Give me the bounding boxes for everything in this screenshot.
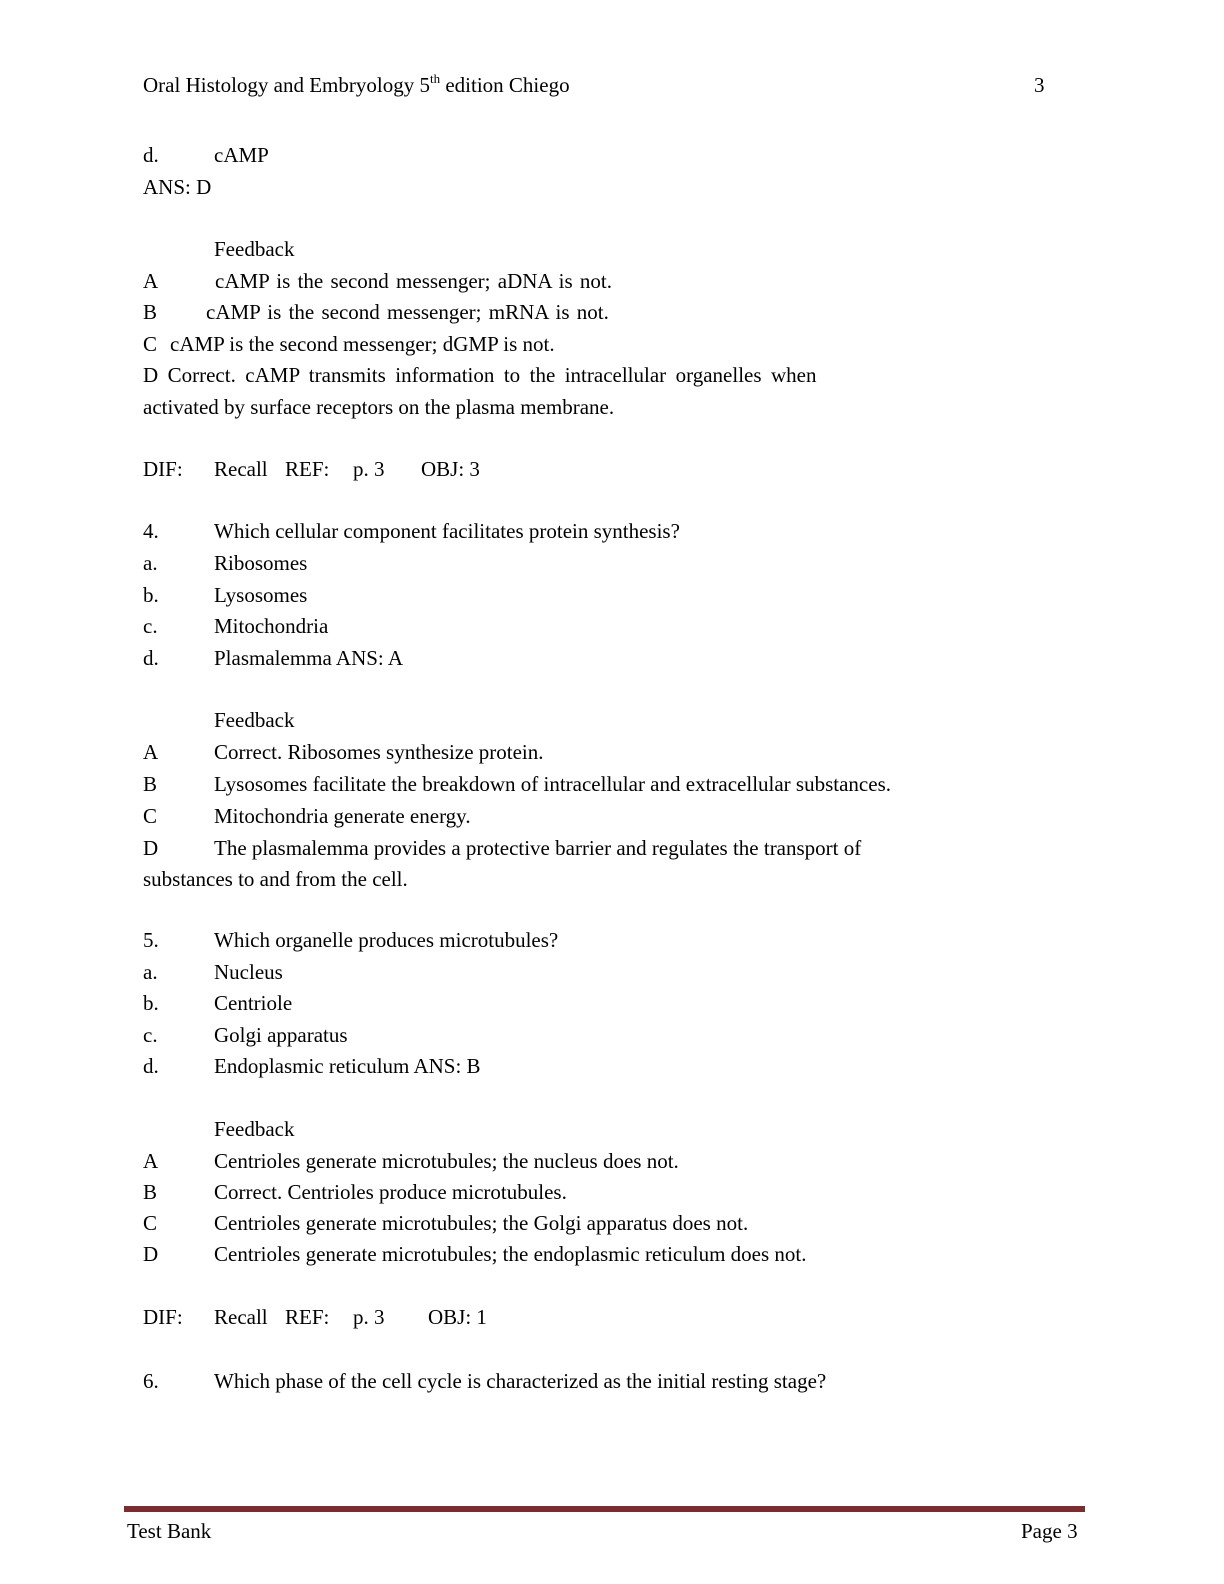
footer-page-number: Page 3 [1021,1519,1078,1543]
option-label: c. [143,1023,158,1047]
feedback-label: A [143,269,159,293]
feedback-heading: Feedback [214,708,295,732]
feedback-text: The plasmalemma provides a protective barrier and regulates the transport of [214,836,862,860]
feedback-text: Centrioles generate microtubules; the endoplasmic reticulum does not. [214,1242,807,1266]
feedback-label: A [143,740,159,764]
feedback-label: C [143,332,158,356]
option-text: Endoplasmic reticulum ANS: B [214,1054,481,1078]
feedback-text: Correct. Ribosomes synthesize protein. [214,740,544,764]
option-label: d. [143,646,159,670]
question-text: Which phase of the cell cycle is characterized as the initial resting stage? [214,1369,827,1393]
option-label: d. [143,143,159,167]
difficulty-value: Recall [214,1305,268,1329]
option-text: Golgi apparatus [214,1023,348,1047]
option-text: Mitochondria [214,614,329,638]
question-number: 5. [143,928,159,952]
feedback-text: D Correct. cAMP transmits information to the intracellular organelles when [143,363,817,387]
option-text: Plasmalemma ANS: A [214,646,403,670]
answer-key: ANS: D [143,175,212,199]
option-label: a. [143,551,158,575]
feedback-label: D [143,836,159,860]
feedback-label: C [143,1211,158,1235]
difficulty-value: Recall [214,457,268,481]
feedback-text: cAMP is the second messenger; aDNA is not. [215,269,613,293]
reference-label: REF: [285,1305,330,1329]
reference-value: p. 3 [353,1305,385,1329]
option-text: cAMP [214,143,269,167]
page-header-number: 3 [1034,73,1045,97]
page-header-title: Oral Histology and Embryology 5th edition Chiego [143,71,570,97]
feedback-text: Centrioles generate microtubules; the Golgi apparatus does not. [214,1211,749,1235]
feedback-label: C [143,804,158,828]
feedback-heading: Feedback [214,237,295,261]
option-text: Nucleus [214,960,283,984]
option-text: Lysosomes [214,583,308,607]
option-label: b. [143,583,159,607]
reference-value: p. 3 [353,457,385,481]
option-label: a. [143,960,158,984]
option-text: Centriole [214,991,293,1015]
option-label: d. [143,1054,159,1078]
feedback-label: B [143,772,158,796]
question-number: 6. [143,1369,159,1393]
reference-label: REF: [285,457,330,481]
option-text: Ribosomes [214,551,308,575]
feedback-label: A [143,1149,159,1173]
objective: OBJ: 1 [428,1305,487,1329]
footer-left: Test Bank [127,1519,212,1543]
option-label: c. [143,614,158,638]
feedback-label: D [143,1242,159,1266]
difficulty-label: DIF: [143,457,183,481]
feedback-text: Lysosomes facilitate the breakdown of intracellular and extracellular substances. [214,772,891,796]
question-text: Which cellular component facilitates protein synthesis? [214,519,680,543]
question-number: 4. [143,519,159,543]
objective: OBJ: 3 [421,457,480,481]
feedback-text: activated by surface receptors on the plasma membrane. [143,395,615,419]
feedback-text: Centrioles generate microtubules; the nucleus does not. [214,1149,679,1173]
question-text: Which organelle produces microtubules? [214,928,559,952]
feedback-label: B [143,300,158,324]
feedback-text: substances to and from the cell. [143,867,408,891]
feedback-label: B [143,1180,158,1204]
feedback-heading: Feedback [214,1117,295,1141]
difficulty-label: DIF: [143,1305,183,1329]
option-label: b. [143,991,159,1015]
feedback-text: cAMP is the second messenger; dGMP is not. [170,332,555,356]
feedback-text: cAMP is the second messenger; mRNA is not. [206,300,609,324]
feedback-text: Mitochondria generate energy. [214,804,471,828]
footer-rule [124,1506,1085,1512]
feedback-text: Correct. Centrioles produce microtubules. [214,1180,567,1204]
